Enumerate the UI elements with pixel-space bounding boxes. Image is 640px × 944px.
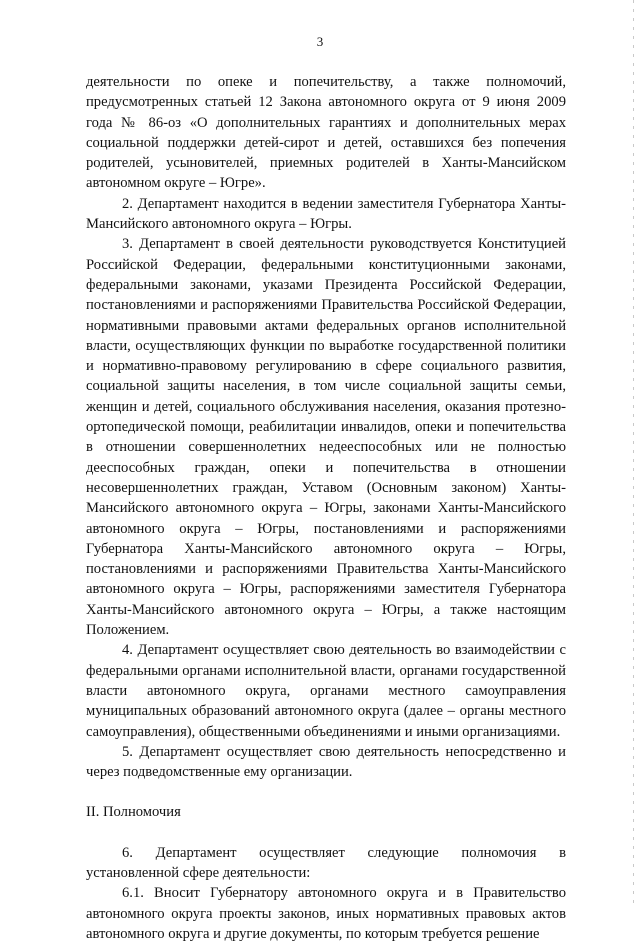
- paragraph-item-5: 5. Департамент осуществляет свою деятельность непосредственно и через подведомственные ему организации.: [86, 743, 566, 781]
- paragraph-continuation: деятельности по опеке и попечительству, а также полномочий, предусмотренных статьей 12 Закона автономного округа от 9 июня 2009 года № 86-оз «О дополнительных гарантиях и дополнительных мерах социальной поддержки детей-сирот и детей, оставшихся без попечения родителей, усыновителей, приемных родителей в Ханты-Мансийском автономном округе – Югре».: [86, 74, 566, 192]
- document-body: [86, 72, 566, 944]
- paragraph-item-6: 6. Департамент осуществляет следующие полномочия в установленной сфере деятельности:: [86, 844, 566, 881]
- section-heading: II. Полномочия: [86, 804, 181, 821]
- paragraph-item-6-1: 6.1. Вносит Губернатору автономного округа и в Правительство автономного округа проекты законов, иных нормативных правовых актов автономного округа и другие документы, по которым требуется решение: [86, 885, 566, 942]
- paragraph-item-4: 4. Департамент осуществляет свою деятельность во взаимодействии с федеральными органами исполнительной власти, органами государственной власти автономного округа, органами местного самоуправления муниципальных образований автономного округа (далее – органы местного самоуправления), общественными объединениями и иными организациями.: [86, 642, 566, 740]
- paragraph-item-2: 2. Департамент находится в ведении заместителя Губернатора Ханты-Мансийского автономного округа – Югры.: [86, 195, 566, 233]
- paragraph-item-3: 3. Департамент в своей деятельности руководствуется Конституцией Российской Федерации, федеральными конституционными законами, федеральными законами, указами Президента Российской Федерации, постановлениями и распоряжениями Правительства Российской Федерации, нормативными правовыми актами федеральных органов исполнительной власти, осуществляющих функции по выработке государственной политики и нормативно-правовому регулированию в сфере социального развития, социальной защиты населения, в том числе социальной защиты семьи, женщин и детей, социального обслуживания населения, оказания протезно-ортопедической помощи, реабилитации инвалидов, опеки и попечительства в отношении совершеннолетних недееспособных или не полностью дееспособных граждан, опеки и попечительства в отношении несовершеннолетних граждан, Уставом (Основным законом) Ханты-Мансийского автономного округа – Югры, законами Ханты-Мансийского автономного округа – Югры, постановлениями и распоряжениями Губернатора Ханты-Мансийского автономного округа – Югры, постановлениями и распоряжениями Правительства Ханты-Мансийского автономного округа – Югры, распоряжениями заместителя Губернатора Ханты-Мансийского автономного округа – Югры, а также настоящим Положением.: [86, 236, 566, 639]
- page-number: 3: [316, 34, 324, 49]
- scan-edge-artifact: [633, 0, 634, 905]
